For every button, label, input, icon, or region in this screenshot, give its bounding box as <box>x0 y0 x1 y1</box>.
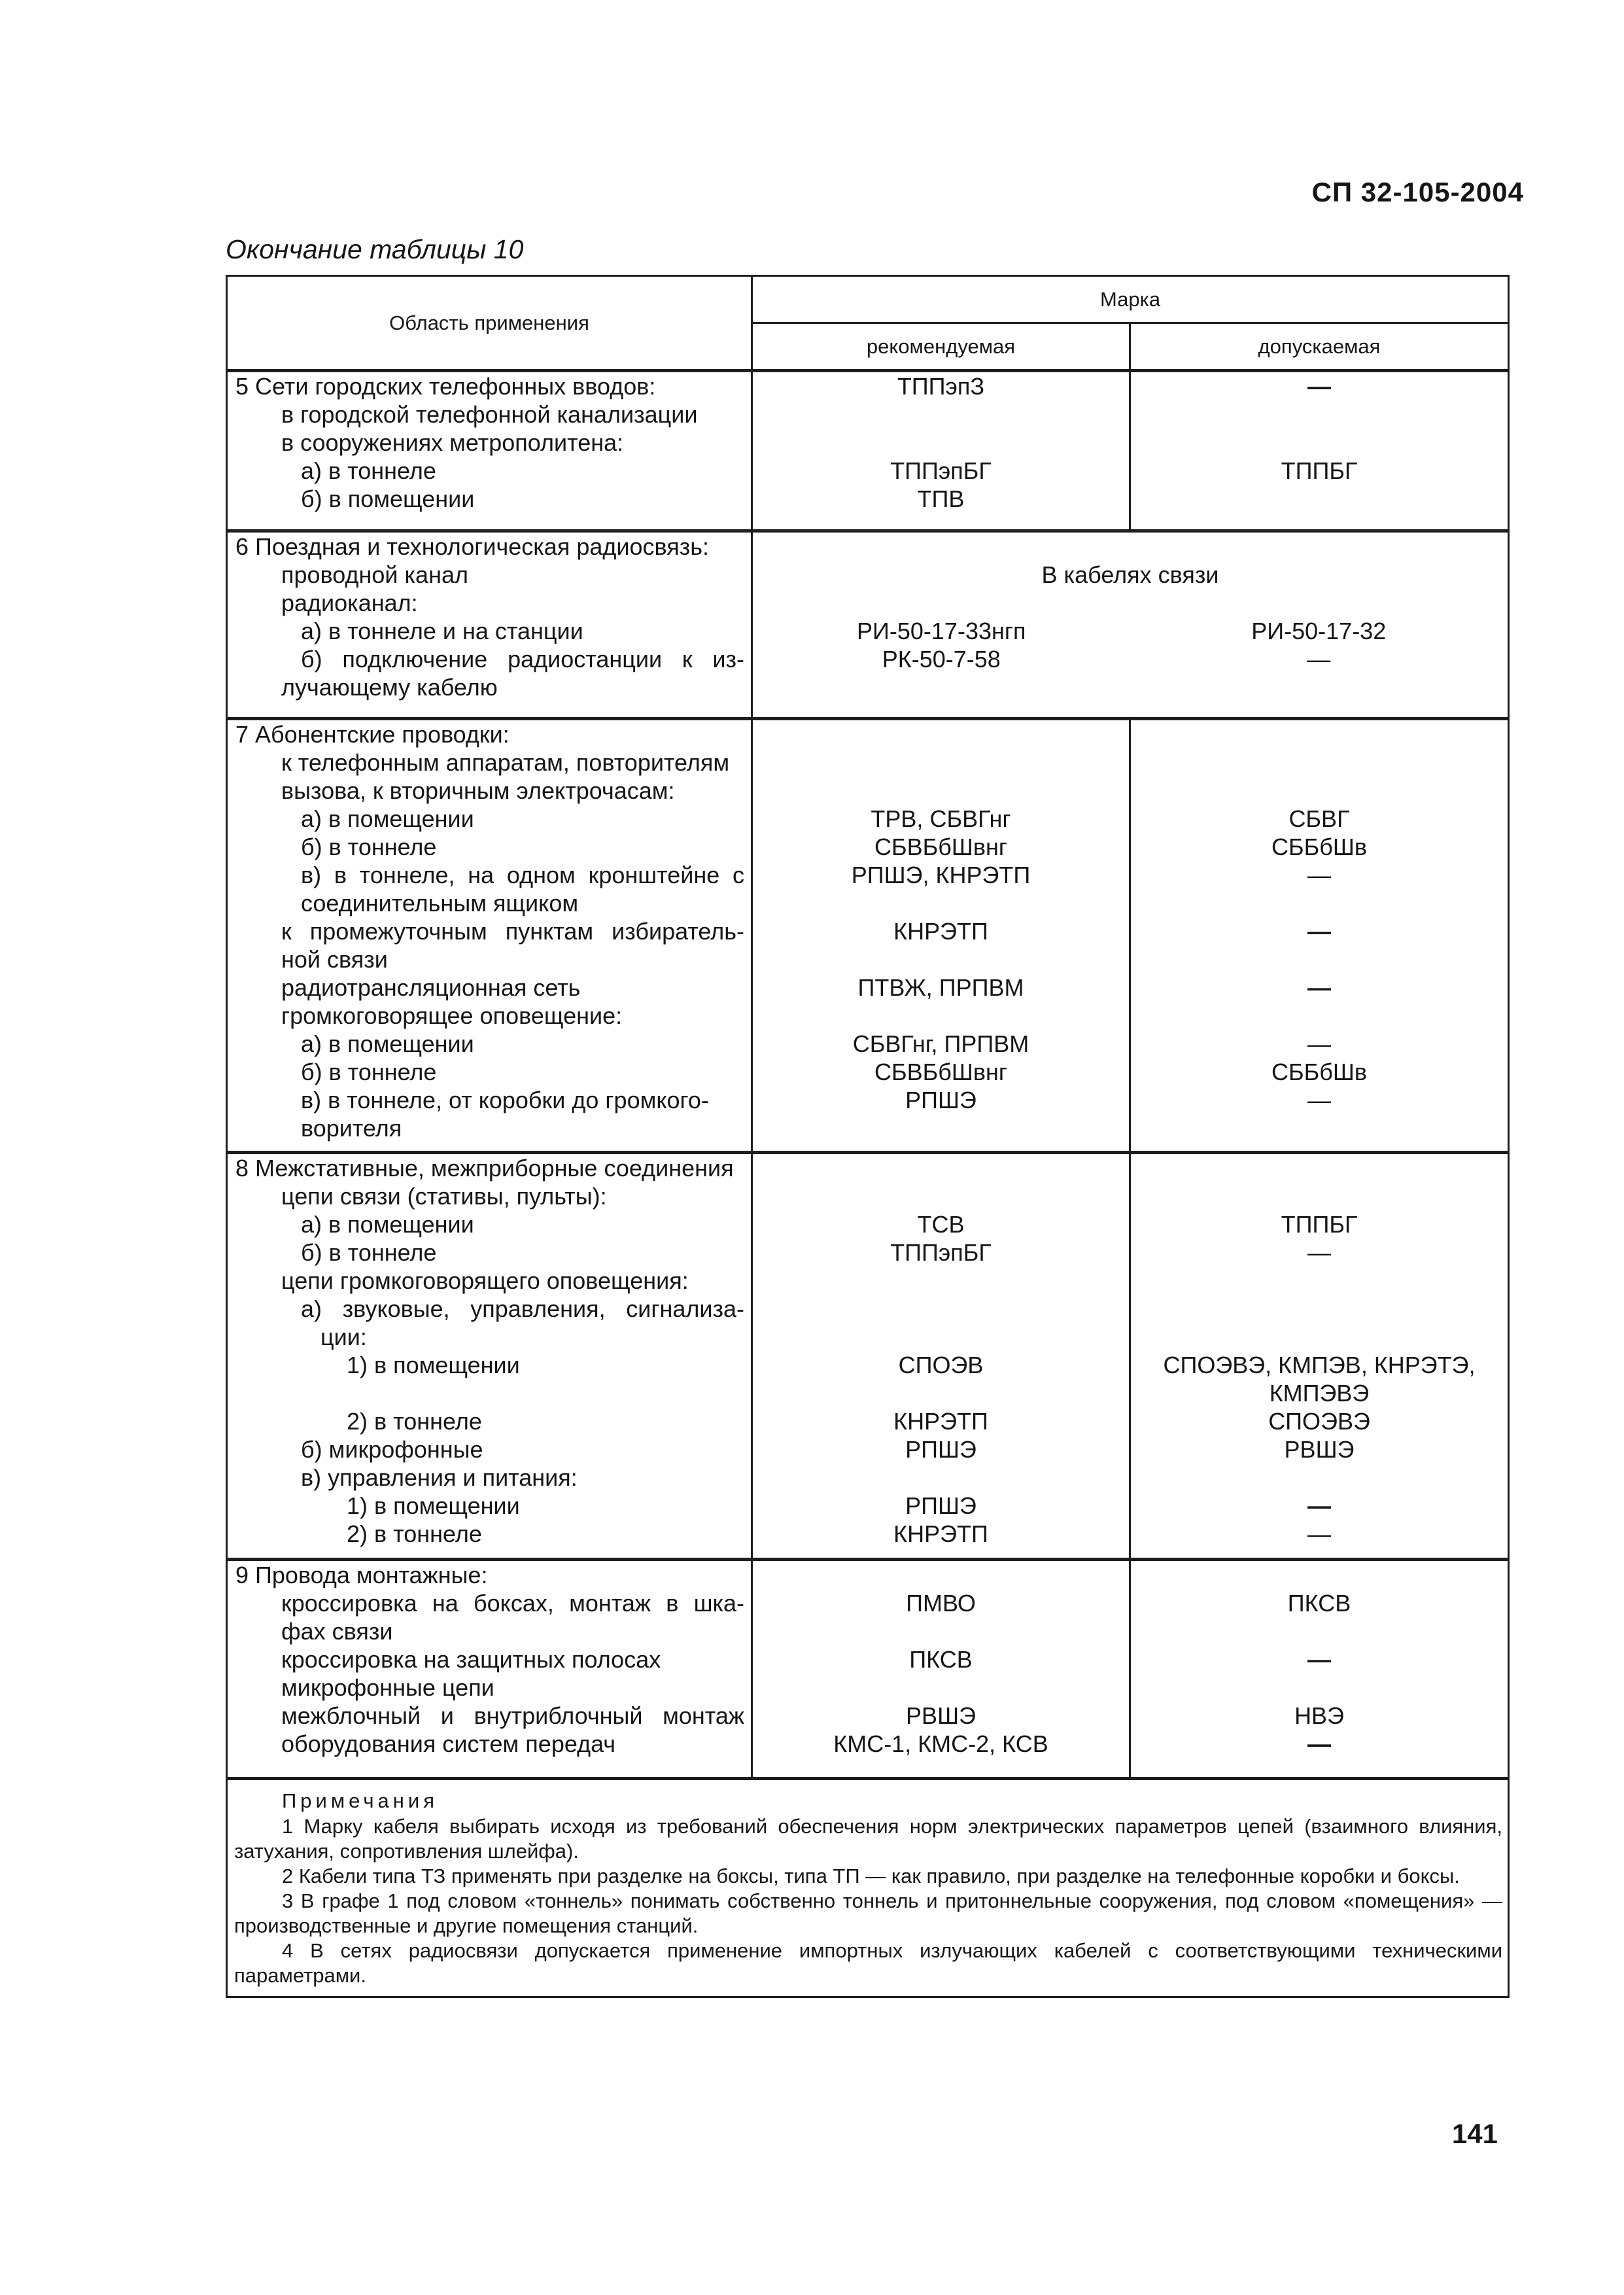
mark-value: ТСВ <box>917 1211 965 1238</box>
row-text: 2) в тоннеле <box>347 1408 482 1435</box>
recommended-cell <box>752 719 1130 1153</box>
mark-value: СПОЭВ <box>898 1352 984 1378</box>
row-text: б) в тоннеле <box>301 1239 437 1266</box>
mark-value: СПОЭВЭ <box>1268 1408 1370 1435</box>
recommended-cell <box>752 371 1130 531</box>
header-allowed: допускаемая <box>1130 323 1509 371</box>
mark-value: — <box>1307 1730 1331 1757</box>
mark-value: ТППэпБГ <box>890 1239 992 1266</box>
table-row-section-7 <box>227 719 1509 1153</box>
row-text: а) звуковые, управления, сигнализа- <box>301 1295 744 1322</box>
table-caption: Окончание таблицы 10 <box>226 234 524 264</box>
mark-value: РПШЭ <box>905 1436 976 1463</box>
notes-cell <box>227 1779 1509 1997</box>
table-row-section-5 <box>227 371 1509 531</box>
row-text: фах связи <box>281 1618 393 1645</box>
mark-value: КНРЭТП <box>893 1520 988 1547</box>
mark-value: — <box>1307 918 1331 945</box>
mark-value: РИ-50-17-33нгп <box>857 618 1026 644</box>
mark-value: РВШЭ <box>906 1702 976 1729</box>
row-text: к телефонным аппаратам, повторителям <box>281 749 730 776</box>
row-text: радиоканал: <box>281 589 418 616</box>
row-text: ной связи <box>281 946 388 973</box>
mark-value: РВШЭ <box>1284 1436 1355 1463</box>
row-text: 9 Провода монтажные: <box>235 1562 488 1588</box>
row-text: вызова, к вторичным электрочасам: <box>281 777 675 804</box>
row-text: громкоговорящее оповещение: <box>281 1002 623 1029</box>
mark-value: ПКСВ <box>1287 1590 1351 1617</box>
row-text: к промежуточным пунктам избиратель- <box>281 918 744 945</box>
mark-value: ТПВ <box>917 485 965 512</box>
area-cell <box>227 1560 752 1779</box>
row-text: б) в помещении <box>301 485 475 512</box>
mark-value: — <box>1307 1087 1331 1113</box>
mark-value: СББбШв <box>1271 833 1367 860</box>
mark-value: — <box>1307 1646 1331 1673</box>
row-text: 1) в помещении <box>347 1352 520 1378</box>
mark-value: ПТВЖ, ПРПВМ <box>857 974 1024 1001</box>
mark-value: КНРЭТП <box>893 1408 988 1435</box>
row-text: в) в тоннеле, от коробки до громкого- <box>301 1087 709 1113</box>
mark-value: — <box>1307 1492 1331 1519</box>
row-text: оборудования систем передач <box>281 1730 616 1757</box>
allowed-cell <box>1130 1560 1509 1779</box>
row-text: проводной канал <box>281 561 468 588</box>
mark-value: СПОЭВЭ, КМПЭВ, КНРЭТЭ, <box>1163 1352 1476 1378</box>
mark-value: НВЭ <box>1294 1702 1344 1729</box>
mark-value: ПКСВ <box>909 1646 973 1673</box>
row-text: а) в помещении <box>301 1211 474 1238</box>
row-text: цепи громкоговорящего оповещения: <box>281 1267 689 1294</box>
mark-value: РПШЭ <box>905 1492 976 1519</box>
mark-value: СБВБбШвнг <box>874 1059 1007 1085</box>
recommended-cell <box>752 1153 1130 1560</box>
row-text: в сооружениях метрополитена: <box>281 429 624 456</box>
mark-value: РПШЭ <box>905 1087 976 1113</box>
mark-value: СББбШв <box>1271 1059 1367 1085</box>
row-text: 8 Межстативные, межприборные соединения <box>235 1155 734 1182</box>
table-row-section-9 <box>227 1560 1509 1779</box>
mark-value: — <box>1307 1520 1331 1547</box>
mark-value: — <box>1307 862 1331 888</box>
mark-value: КМС-1, КМС-2, КСВ <box>833 1730 1048 1757</box>
note-1: 1 Марку кабеля выбирать исходя из требований обеспечения норм электрических параметров цепей (взаимного влияния, затухания, сопротивления шлейфа). <box>234 1815 1503 1863</box>
header-mark: Марка <box>752 276 1509 323</box>
row-text: ции: <box>320 1323 367 1350</box>
area-cell <box>227 531 752 719</box>
header-area: Область применения <box>227 276 752 371</box>
row-text: 2) в тоннеле <box>347 1520 482 1547</box>
mark-value: СБВГ <box>1288 805 1350 832</box>
note-4: 4 В сетях радиосвязи допускается применение импортных излучающих кабелей с соответствующими техническими параметрами. <box>234 1939 1503 1987</box>
row-text: кроссировка на боксах, монтаж в шка- <box>281 1590 744 1617</box>
mark-value: РПШЭ, КНРЭТП <box>851 862 1031 888</box>
row-text: б) в тоннеле <box>301 833 437 860</box>
allowed-cell <box>1130 371 1509 531</box>
row-text: лучающему кабелю <box>281 674 498 701</box>
row-text: б) подключение радиостанции к из- <box>301 646 744 673</box>
notes-title: Примечания <box>282 1789 438 1812</box>
mark-value: — <box>1307 646 1331 673</box>
mark-value: — <box>1307 1030 1331 1057</box>
mark-value: В кабелях связи <box>1041 561 1219 588</box>
area-cell <box>227 371 752 531</box>
mark-value: КМПЭВЭ <box>1269 1380 1370 1407</box>
row-text: цепи связи (стативы, пульты): <box>281 1183 607 1210</box>
mark-merged-cell <box>752 531 1509 719</box>
table-row-section-8 <box>227 1153 1509 1560</box>
row-text: а) в тоннеле <box>301 457 436 484</box>
note-3: 3 В графе 1 под словом «тоннель» понимать собственно тоннель и притоннельные сооружения, под словом «помещения» — производственные и другие помещения станций. <box>234 1889 1503 1937</box>
mark-value: СБВБбШвнг <box>874 833 1007 860</box>
mark-value: РК-50-7-58 <box>882 646 1001 673</box>
row-text: а) в помещении <box>301 805 474 832</box>
mark-value: — <box>1307 1239 1331 1266</box>
mark-value: ТППэпЗ <box>897 373 985 400</box>
notes-row <box>227 1779 1509 1997</box>
mark-value: ТППБГ <box>1281 1211 1358 1238</box>
row-text: б) в тоннеле <box>301 1059 437 1085</box>
row-text: а) в помещении <box>301 1030 474 1057</box>
row-text: в городской телефонной канализации <box>281 401 698 428</box>
mark-value: СБВГнг, ПРПВМ <box>852 1030 1029 1057</box>
row-text: 6 Поездная и технологическая радиосвязь: <box>235 533 709 560</box>
area-cell <box>227 719 752 1153</box>
document-code: СП 32-105-2004 <box>1311 177 1524 207</box>
row-text: в) управления и питания: <box>301 1464 578 1491</box>
row-text: 5 Сети городских телефонных вводов: <box>235 373 656 400</box>
mark-value: КНРЭТП <box>893 918 988 945</box>
cable-table <box>226 275 1510 1998</box>
row-text: межблочный и внутриблочный монтаж <box>281 1702 744 1729</box>
row-text: соединительным ящиком <box>301 890 579 917</box>
mark-value: — <box>1307 373 1331 400</box>
table-row-section-6 <box>227 531 1509 719</box>
header-recommended: рекомендуемая <box>752 323 1130 371</box>
note-2: 2 Кабели типа ТЗ применять при разделке на боксы, типа ТП — как правило, при разделке на телефонные коробки и боксы. <box>282 1865 1460 1887</box>
area-cell <box>227 1153 752 1560</box>
row-text: 1) в помещении <box>347 1492 520 1519</box>
row-text: ворителя <box>301 1115 402 1142</box>
mark-value: ТРВ, СБВГнг <box>871 805 1011 832</box>
row-text: 7 Абонентские проводки: <box>235 721 510 748</box>
mark-value: ПМВО <box>906 1590 976 1617</box>
row-text: а) в тоннеле и на станции <box>301 618 583 644</box>
page-number: 141 <box>1451 2118 1498 2149</box>
allowed-cell <box>1130 719 1509 1153</box>
row-text: б) микрофонные <box>301 1436 483 1463</box>
recommended-cell <box>752 1560 1130 1779</box>
mark-value: — <box>1307 974 1331 1001</box>
row-text: кроссировка на защитных полосах <box>281 1646 661 1673</box>
row-text: радиотрансляционная сеть <box>281 974 581 1001</box>
row-text: микрофонные цепи <box>281 1674 494 1701</box>
mark-value: ТППэпБГ <box>890 457 992 484</box>
row-text: в) в тоннеле, на одном кронштейне с <box>301 862 744 888</box>
mark-value: ТППБГ <box>1281 457 1358 484</box>
allowed-cell <box>1130 1153 1509 1560</box>
mark-value: РИ-50-17-32 <box>1251 618 1387 644</box>
